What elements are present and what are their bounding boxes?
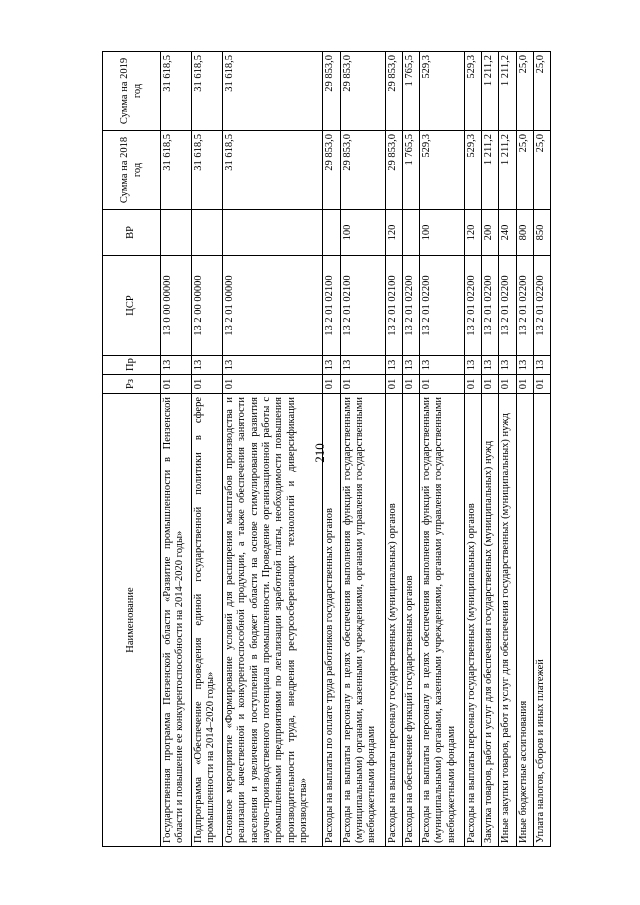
- cell-sum-2019: 31 618,5: [192, 52, 223, 131]
- cell-sum-2018: 31 618,5: [223, 131, 323, 210]
- table-row: [385, 52, 402, 847]
- cell-rz: 01: [161, 375, 192, 394]
- table-row: [419, 52, 464, 847]
- table-header-row: [103, 52, 161, 847]
- cell-rz: 01: [419, 375, 464, 394]
- cell-pr: 13: [385, 356, 402, 375]
- cell-vr: 200: [482, 210, 499, 256]
- cell-csr: 13 0 00 00000: [161, 256, 192, 356]
- cell-rz: 01: [533, 375, 550, 394]
- cell-sum-2018: 1 211,2: [482, 131, 499, 210]
- header-rz: Рз: [103, 375, 161, 394]
- cell-rz: 01: [499, 375, 516, 394]
- cell-sum-2018: 31 618,5: [161, 131, 192, 210]
- cell-name: Расходы на выплаты персоналу государственных (муниципальных) органов: [464, 394, 481, 847]
- cell-sum-2019: 31 618,5: [223, 52, 323, 131]
- cell-csr: 13 2 01 02200: [533, 256, 550, 356]
- cell-vr: 120: [385, 210, 402, 256]
- page-number: 210: [312, 443, 327, 463]
- table-body: [161, 52, 551, 847]
- cell-sum-2018: 1 211,2: [499, 131, 516, 210]
- cell-csr: 13 2 01 02200: [516, 256, 533, 356]
- cell-pr: 13: [499, 356, 516, 375]
- cell-sum-2019: 25,0: [516, 52, 533, 131]
- cell-pr: 13: [323, 356, 340, 375]
- cell-name: Расходы на выплаты персоналу в целях обеспечения выполнения функций государственными (муниципальными) органами, казенными учреждениями, органами управления государственными внебюджетными фондами: [419, 394, 464, 847]
- cell-vr: [223, 210, 323, 256]
- table-row: [499, 52, 516, 847]
- cell-csr: 13 2 01 00000: [223, 256, 323, 356]
- cell-pr: 13: [482, 356, 499, 375]
- cell-vr: 240: [499, 210, 516, 256]
- cell-vr: 100: [340, 210, 385, 256]
- cell-rz: 01: [402, 375, 419, 394]
- cell-pr: 13: [161, 356, 192, 375]
- cell-rz: 01: [385, 375, 402, 394]
- cell-name: Основное мероприятие «Формирование условий для расширения масштабов производства и реализации качественной и конкурентоспособной продукции, а также обеспечения занятости населения и увеличения поступлений в бюджет области на основе стимулирования развития научно-производственного потенциала промышленности. Проведение организационной работы с промышленными предприятиями по легализации заработной платы, необходимости повышения производительности труда, внедрения ресурсосберегающих технологий и диверсификации производства»: [223, 394, 323, 847]
- header-csr: ЦСР: [103, 256, 161, 356]
- cell-sum-2018: 529,3: [464, 131, 481, 210]
- cell-vr: 850: [533, 210, 550, 256]
- table-row: [223, 52, 323, 847]
- cell-csr: 13 2 01 02200: [499, 256, 516, 356]
- cell-vr: 120: [464, 210, 481, 256]
- cell-pr: 13: [223, 356, 323, 375]
- cell-csr: 13 2 00 00000: [192, 256, 223, 356]
- cell-sum-2019: 29 853,0: [340, 52, 385, 131]
- table-row: [340, 52, 385, 847]
- cell-csr: 13 2 01 02100: [323, 256, 340, 356]
- cell-csr: 13 2 01 02200: [402, 256, 419, 356]
- cell-name: Расходы на обеспечение функций государственных органов: [402, 394, 419, 847]
- header-sum-2019: Сумма на 2019 год: [103, 52, 161, 131]
- cell-sum-2019: 1 211,2: [499, 52, 516, 131]
- table-row: [533, 52, 550, 847]
- cell-rz: 01: [340, 375, 385, 394]
- table-row: [482, 52, 499, 847]
- table-row: [516, 52, 533, 847]
- cell-csr: 13 2 01 02200: [419, 256, 464, 356]
- cell-sum-2019: 1 211,2: [482, 52, 499, 131]
- cell-name: Уплата налогов, сборов и иных платежей: [533, 394, 550, 847]
- cell-vr: 800: [516, 210, 533, 256]
- cell-sum-2018: 1 765,5: [402, 131, 419, 210]
- cell-sum-2019: 29 853,0: [385, 52, 402, 131]
- cell-pr: 13: [464, 356, 481, 375]
- table-row: [161, 52, 192, 847]
- cell-csr: 13 2 01 02100: [340, 256, 385, 356]
- cell-name: Иные бюджетные ассигнования: [516, 394, 533, 847]
- cell-rz: 01: [192, 375, 223, 394]
- table-row: [402, 52, 419, 847]
- table-row: [464, 52, 481, 847]
- cell-rz: 01: [516, 375, 533, 394]
- cell-csr: 13 2 01 02100: [385, 256, 402, 356]
- cell-pr: 13: [533, 356, 550, 375]
- cell-vr: 100: [419, 210, 464, 256]
- cell-name: Расходы на выплаты персоналу в целях обеспечения выполнения функций государственными (муниципальными) органами, казенными учреждениями, органами управления государственными внебюджетными фондами: [340, 394, 385, 847]
- cell-sum-2019: 31 618,5: [161, 52, 192, 131]
- cell-name: Закупка товаров, работ и услуг для обеспечения государственных (муниципальных) нужд: [482, 394, 499, 847]
- budget-table: [102, 51, 551, 847]
- cell-pr: 13: [192, 356, 223, 375]
- cell-vr: [161, 210, 192, 256]
- cell-name: Подпрограмма «Обеспечение проведения единой государственной политики в сфере промышленности на 2014–2020 годы»: [192, 394, 223, 847]
- cell-sum-2018: 29 853,0: [340, 131, 385, 210]
- header-sum-2018: Сумма на 2018 год: [103, 131, 161, 210]
- cell-vr: [192, 210, 223, 256]
- cell-vr: [323, 210, 340, 256]
- cell-sum-2019: 1 765,5: [402, 52, 419, 131]
- cell-rz: 01: [482, 375, 499, 394]
- cell-rz: 01: [464, 375, 481, 394]
- cell-sum-2018: 25,0: [516, 131, 533, 210]
- cell-sum-2019: 529,3: [419, 52, 464, 131]
- cell-sum-2018: 29 853,0: [385, 131, 402, 210]
- cell-pr: 13: [516, 356, 533, 375]
- table-row: [323, 52, 340, 847]
- cell-csr: 13 2 01 02200: [482, 256, 499, 356]
- cell-sum-2018: 31 618,5: [192, 131, 223, 210]
- header-vr: ВР: [103, 210, 161, 256]
- header-name: Наименование: [103, 394, 161, 847]
- cell-sum-2019: 25,0: [533, 52, 550, 131]
- cell-vr: [402, 210, 419, 256]
- cell-sum-2018: 29 853,0: [323, 131, 340, 210]
- cell-sum-2018: 25,0: [533, 131, 550, 210]
- cell-name: Расходы на выплаты по оплате труда работников государственных органов: [323, 394, 340, 847]
- cell-rz: 01: [223, 375, 323, 394]
- cell-csr: 13 2 01 02200: [464, 256, 481, 356]
- cell-sum-2019: 29 853,0: [323, 52, 340, 131]
- cell-pr: 13: [402, 356, 419, 375]
- cell-name: Расходы на выплаты персоналу государственных (муниципальных) органов: [385, 394, 402, 847]
- cell-pr: 13: [419, 356, 464, 375]
- cell-sum-2019: 529,3: [464, 52, 481, 131]
- table-row: [192, 52, 223, 847]
- cell-pr: 13: [340, 356, 385, 375]
- rotated-page: [102, 52, 551, 847]
- cell-rz: 01: [323, 375, 340, 394]
- header-pr: Пр: [103, 356, 161, 375]
- cell-name: Иные закупки товаров, работ и услуг для обеспечения государственных (муниципальных) нужд: [499, 394, 516, 847]
- cell-name: Государственная программа Пензенской области «Развитие промышленности в Пензенской области и повышение ее конкурентоспособности на 2014–2020 годы»: [161, 394, 192, 847]
- cell-sum-2018: 529,3: [419, 131, 464, 210]
